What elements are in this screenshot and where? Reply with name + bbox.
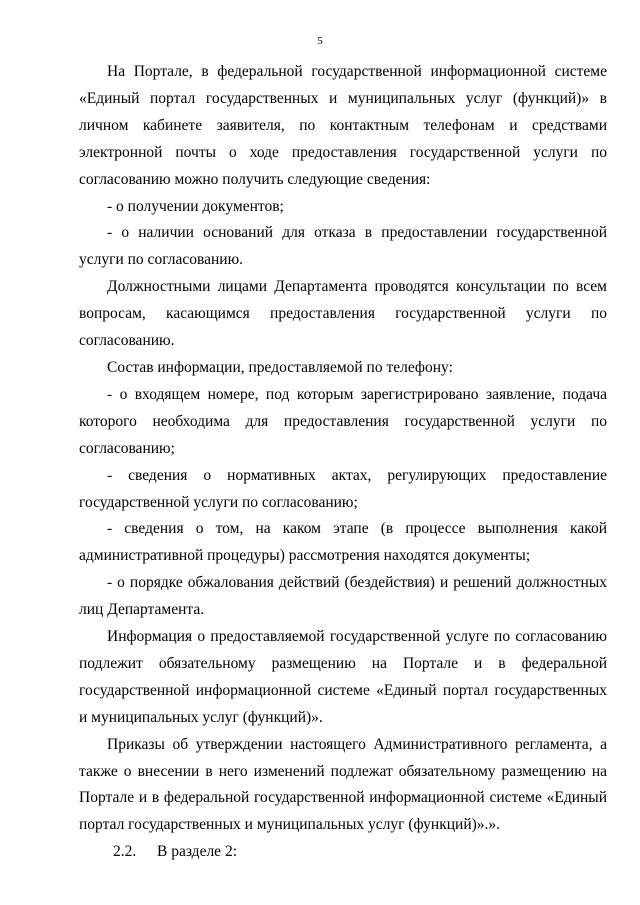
- paragraph-mandatory-posting: Информация о предоставляемой государственной услуге по согласованию подлежит обязательному размещению на Портале и в федеральной государственной информационной системе «Единый портал государственных и муниципальных услуг (функций)».: [79, 628, 607, 726]
- list-item-documents-received: - о получении документов;: [107, 197, 284, 215]
- list-item-review-stage: - сведения о том, на каком этапе (в процессе выполнения какой административной процедуры) рассмотрения находятся документы;: [79, 520, 607, 565]
- paragraph-orders: Приказы об утверждении настоящего Административного регламента, а также о внесении в него изменений подлежат обязательному размещению на Портале и в федеральной государственной информационной системе «Единый портал государственных и муниципальных услуг (функций)».».: [79, 735, 607, 834]
- list-item-incoming-number: - о входящем номере, под которым зарегистрировано заявление, подача которого необходима для предоставления государственной услуги по согласованию;: [79, 385, 607, 457]
- document-body: [79, 59, 607, 866]
- paragraph-portal-info: На Портале, в федеральной государственной информационной системе «Единый портал государственных и муниципальных услуг (функций)» в личном кабинете заявителя, по контактным телефонам и средствами электронной почты о ходе предоставления государственной услуги по согласованию можно получить следующие сведения:: [79, 63, 607, 188]
- section-heading: [79, 839, 607, 866]
- section-text: В разделе 2:: [157, 843, 237, 861]
- list-item-appeal-procedure: - о порядке обжалования действий (бездействия) и решений должностных лиц Департамента.: [79, 574, 607, 619]
- paragraph-consultations: Должностными лицами Департамента проводятся консультации по всем вопросам, касающимся предоставления государственной услуги по согласованию.: [79, 278, 607, 350]
- section-number: 2.2.: [113, 843, 137, 861]
- list-item-normative-acts: - сведения о нормативных актах, регулирующих предоставление государственной услуги по согласованию;: [79, 466, 607, 511]
- page-number: 5: [317, 35, 323, 47]
- list-item-refusal-grounds: - о наличии оснований для отказа в предоставлении государственной услуги по согласованию.: [79, 224, 607, 269]
- paragraph-phone-info: Состав информации, предоставляемой по телефону:: [107, 358, 453, 376]
